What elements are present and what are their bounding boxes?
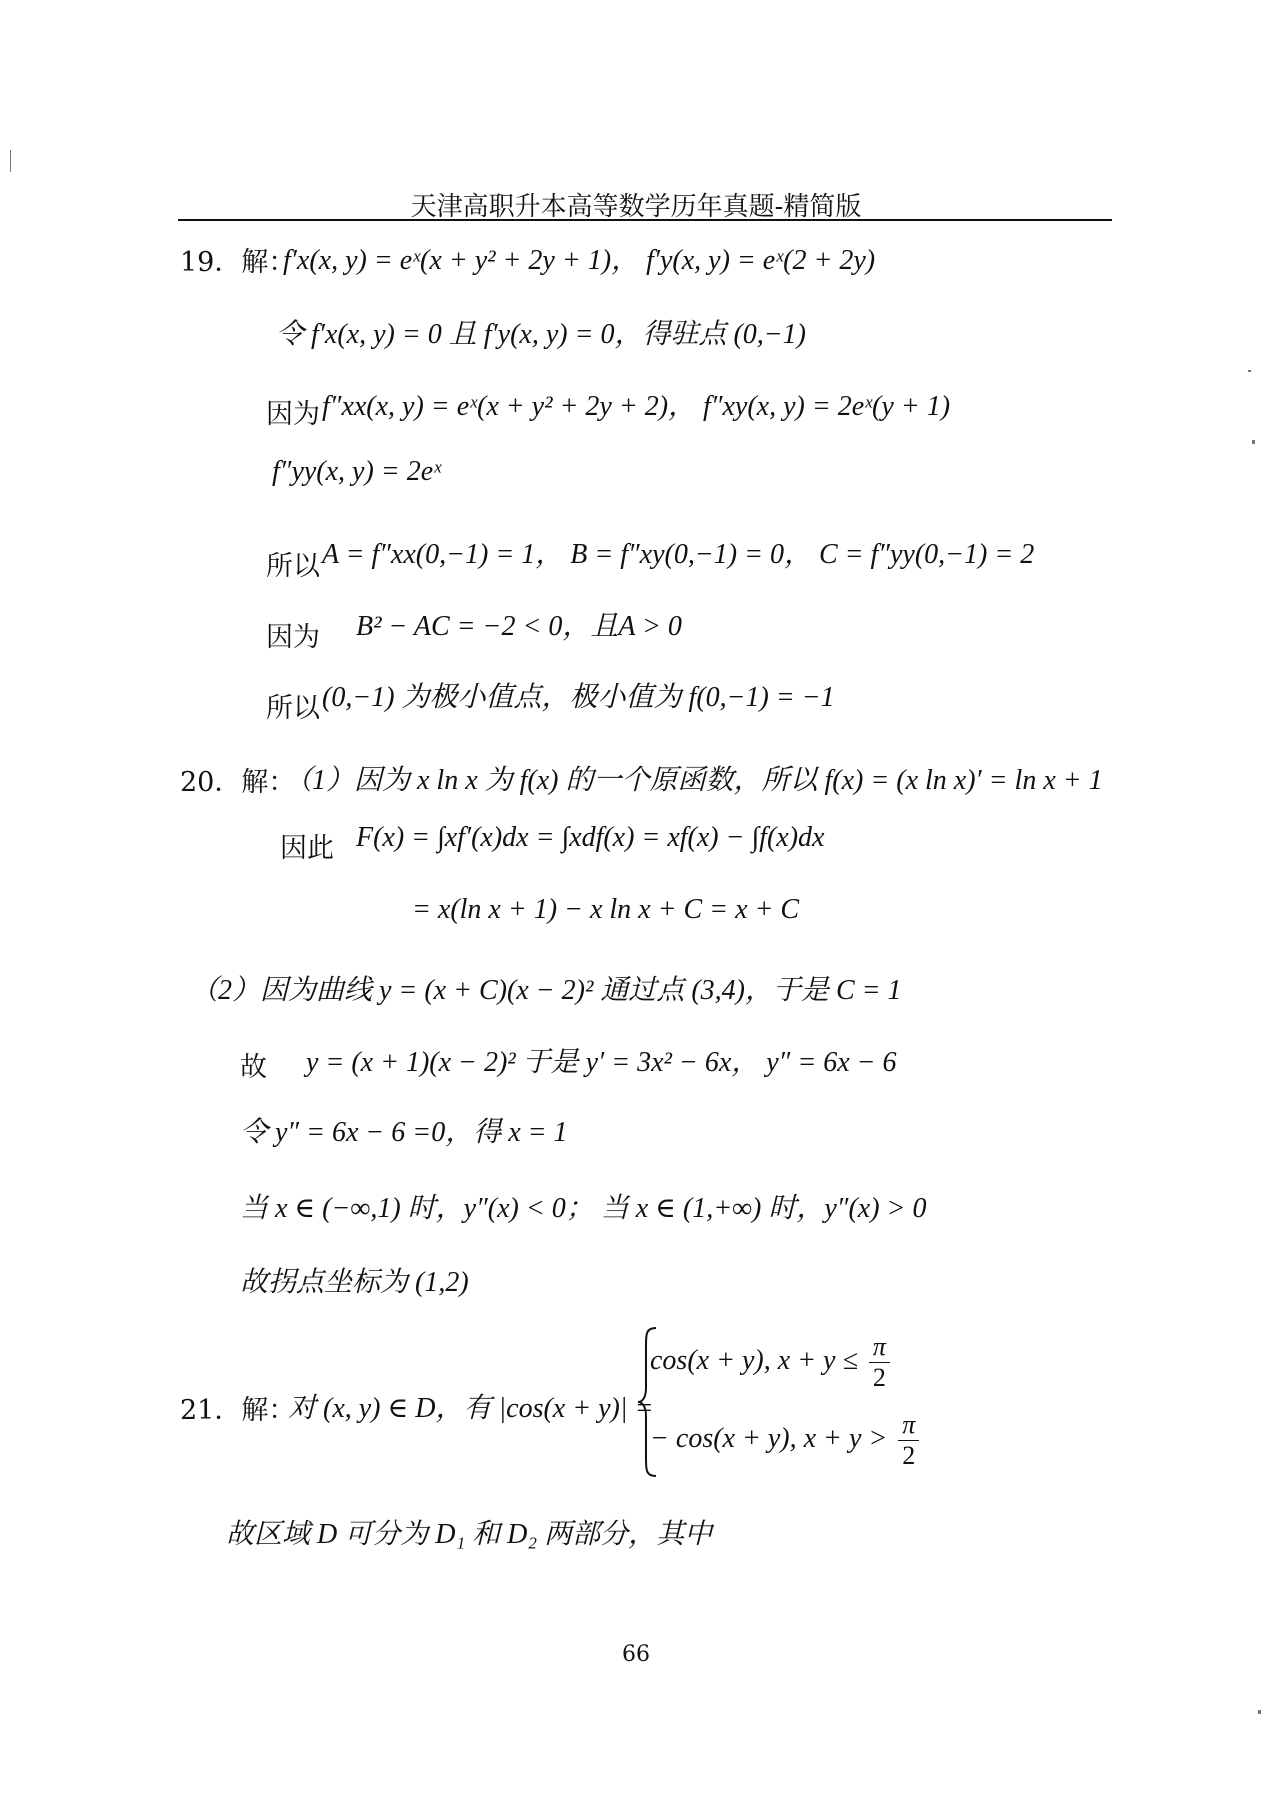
problem-20-inflection-point: 故拐点坐标为 (1,2) xyxy=(240,1267,469,1298)
case-2-expression: − cos(x + y), x + y > xyxy=(650,1422,888,1454)
problem-20-result: = x(ln x + 1) − x ln x + C = x + C xyxy=(412,894,800,925)
problem-19-second-derivatives: f″xx(x, y) = eˣ(x + y² + 2y + 2)， f″xy(x, y) = 2eˣ(y + 1) xyxy=(322,391,951,422)
problem-19-label: 19．解： xyxy=(180,247,296,278)
fraction-denominator: 2 xyxy=(872,1363,886,1392)
scan-mark xyxy=(1248,370,1251,372)
problem-20-part1-antiderivative: （1）因为 x ln x 为 f(x) 的一个原函数，所以 f(x) = (x ln x)′ = ln x + 1 xyxy=(284,765,1103,796)
problem-19-so-label-2: 所以 xyxy=(266,693,320,724)
scan-mark xyxy=(1252,440,1255,444)
problem-19-fyy: f″yy(x, y) = 2eˣ xyxy=(272,456,442,487)
problem-20-integration-by-parts: F(x) = ∫xf′(x)dx = ∫xdf(x) = xf(x) − ∫f(x)dx xyxy=(356,822,825,853)
problem-19-because-label-2: 因为 xyxy=(266,622,320,653)
problem-21-absolute-cosine: 对 (x, y) ∈ D，有 |cos(x + y)| = xyxy=(288,1393,654,1424)
scan-mark xyxy=(10,150,11,172)
header-rule xyxy=(178,219,1112,221)
problem-21-region-split: 故区域 D 可分为 D₁ 和 D₂ 两部分，其中 xyxy=(226,1519,713,1550)
problem-19-because-label: 因为 xyxy=(266,399,320,430)
problem-19-abc-values: A = f″xx(0,−1) = 1， B = f″xy(0,−1) = 0， C = f″yy(0,−1) = 2 xyxy=(322,539,1035,570)
case-1-expression: cos(x + y), x + y ≤ xyxy=(650,1344,858,1376)
problem-21-label: 21．解： xyxy=(180,1395,296,1426)
fraction-denominator: 2 xyxy=(902,1441,916,1470)
scan-mark xyxy=(1258,1710,1261,1714)
page-header-title: 天津高职升本高等数学历年真题-精简版 xyxy=(410,192,862,222)
problem-20-sign-analysis: 当 x ∈ (−∞,1) 时，y″(x) < 0； 当 x ∈ (1,+∞) 时，y″(x) > 0 xyxy=(240,1193,927,1224)
piecewise-case-1 xyxy=(650,1332,890,1393)
problem-20-label: 20．解： xyxy=(180,767,296,798)
problem-20-therefore-label: 因此 xyxy=(280,833,334,864)
problem-19-discriminant: B² − AC = −2 < 0，且A > 0 xyxy=(356,611,682,642)
fraction-numerator: π xyxy=(898,1410,919,1441)
problem-19-partial-derivatives: f′x(x, y) = eˣ(x + y² + 2y + 1)， f′y(x, y) = eˣ(2 + 2y) xyxy=(283,245,876,276)
pi-over-2-fraction xyxy=(898,1410,919,1471)
problem-20-solve-second-derivative: 令 y″ = 6x − 6 =0，得 x = 1 xyxy=(240,1117,568,1148)
problem-19-stationary-point: 令 f′x(x, y) = 0 且 f′y(x, y) = 0，得驻点 (0,−1) xyxy=(276,319,807,350)
piecewise-case-2 xyxy=(650,1410,919,1471)
pi-over-2-fraction xyxy=(869,1332,890,1393)
problem-20-derivatives: y = (x + 1)(x − 2)² 于是 y′ = 3x² − 6x， y″ = 6x − 6 xyxy=(306,1047,897,1078)
problem-19-so-label: 所以 xyxy=(266,551,320,582)
page-number: 66 xyxy=(622,1642,650,1667)
problem-20-part2-curve: （2）因为曲线 y = (x + C)(x − 2)² 通过点 (3,4)，于是 C = 1 xyxy=(190,975,902,1006)
fraction-numerator: π xyxy=(869,1332,890,1363)
problem-19-conclusion: (0,−1) 为极小值点，极小值为 f(0,−1) = −1 xyxy=(322,682,835,713)
problem-20-hence-label: 故 xyxy=(240,1052,267,1083)
